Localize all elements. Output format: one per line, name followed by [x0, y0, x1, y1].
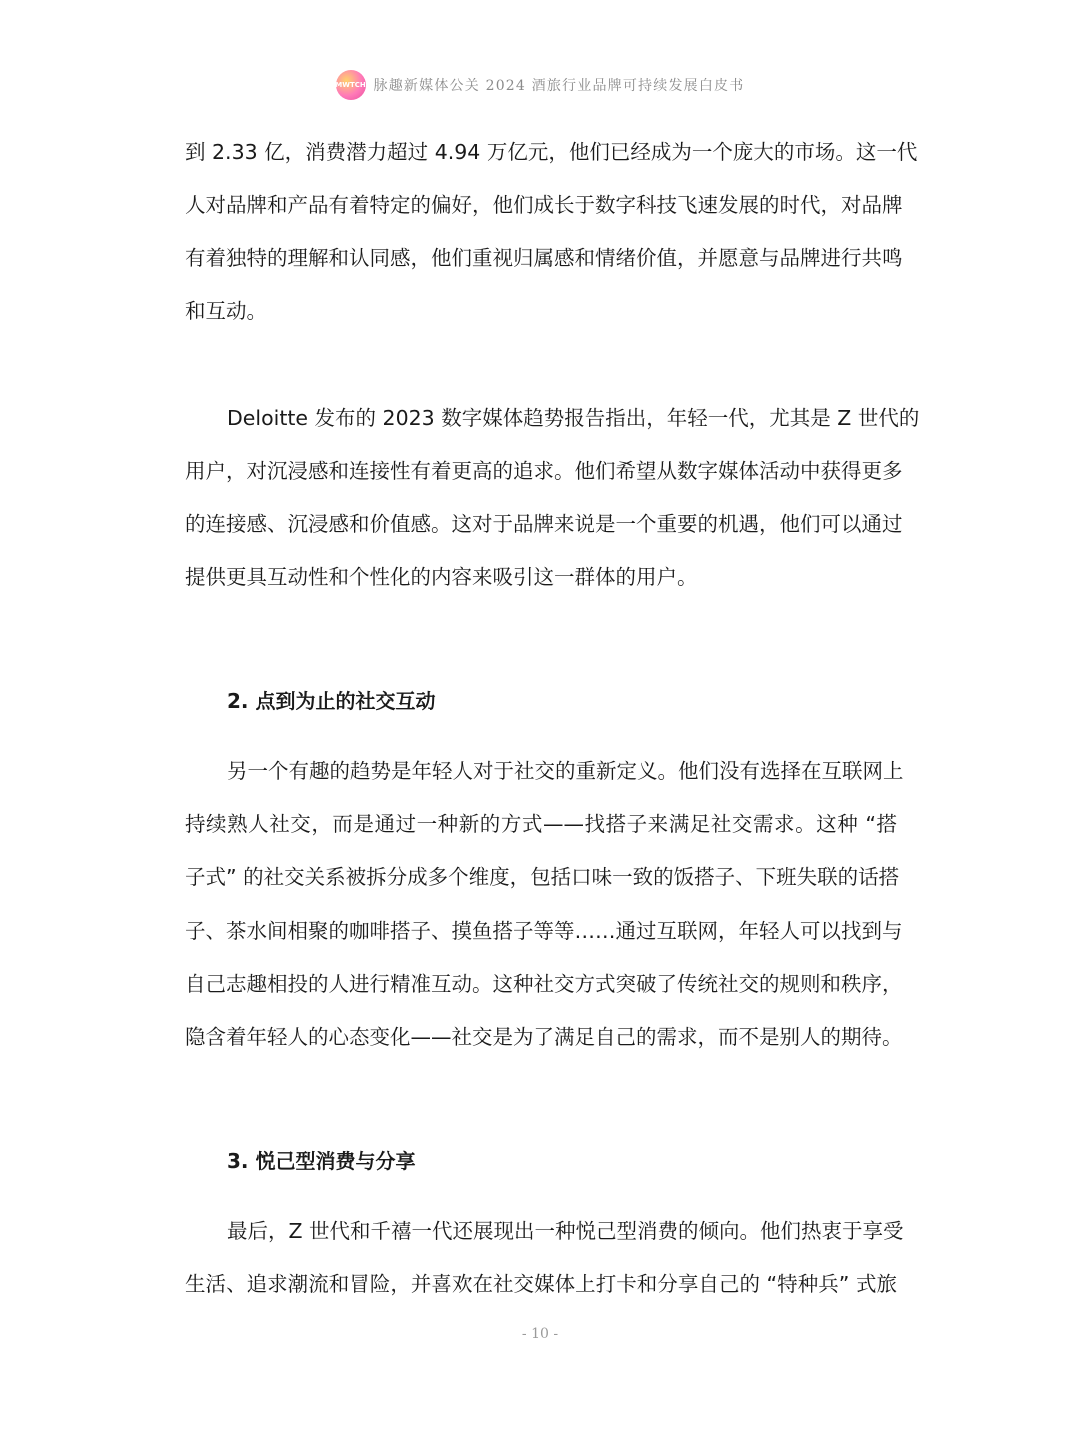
paragraph-line: 的连接感、沉浸感和价值感。这对于品牌来说是一个重要的机遇，他们可以通过	[185, 512, 903, 536]
paragraph-line: 生活、追求潮流和冒险，并喜欢在社交媒体上打卡和分享自己的 “特种兵” 式旅	[185, 1272, 897, 1296]
paragraph-line: 和互动。	[185, 299, 267, 323]
paragraph-line: 到 2.33 亿，消费潜力超过 4.94 万亿元，他们已经成为一个庞大的市场。这一代	[185, 140, 918, 164]
paragraph-line: 另一个有趣的趋势是年轻人对于社交的重新定义。他们没有选择在互联网上	[227, 759, 904, 783]
paragraph-line: 人对品牌和产品有着特定的偏好，他们成长于数字科技飞速发展的时代，对品牌	[185, 193, 903, 217]
page-number: - 10 -	[521, 1326, 559, 1342]
section-heading: 3. 悦己型消费与分享	[227, 1149, 416, 1173]
paragraph-line: 子、茶水间相聚的咖啡搭子、摸鱼搭子等等……通过互联网，年轻人可以找到与	[185, 919, 903, 943]
paragraph-line: 持续熟人社交，而是通过一种新的方式——找搭子来满足社交需求。这种 “搭	[185, 812, 897, 836]
header-title: 脉趣新媒体公关 2024 酒旅行业品牌可持续发展白皮书	[373, 78, 745, 94]
brand-logo-text: MWTCH	[335, 81, 366, 89]
paragraph-line: 子式” 的社交关系被拆分成多个维度，包括口味一致的饭搭子、下班失联的话搭	[185, 865, 900, 889]
paragraph-line: 隐含着年轻人的心态变化——社交是为了满足自己的需求，而不是别人的期待。	[185, 1025, 903, 1049]
paragraph-line: 用户，对沉浸感和连接性有着更高的追求。他们希望从数字媒体活动中获得更多	[185, 459, 903, 483]
section-heading: 2. 点到为止的社交互动	[227, 689, 436, 713]
paragraph-line: 自己志趣相投的人进行精准互动。这种社交方式突破了传统社交的规则和秩序，	[185, 972, 903, 996]
page-header	[0, 70, 1080, 100]
brand-logo	[336, 70, 366, 100]
paragraph-line: 有着独特的理解和认同感，他们重视归属感和情绪价值，并愿意与品牌进行共鸣	[185, 246, 903, 270]
paragraph-line: 最后，Z 世代和千禧一代还展现出一种悦己型消费的倾向。他们热衷于享受	[227, 1219, 904, 1243]
paragraph-line: 提供更具互动性和个性化的内容来吸引这一群体的用户。	[185, 565, 698, 589]
paragraph-line: Deloitte 发布的 2023 数字媒体趋势报告指出，年轻一代，尤其是 Z 世代的	[227, 406, 920, 430]
